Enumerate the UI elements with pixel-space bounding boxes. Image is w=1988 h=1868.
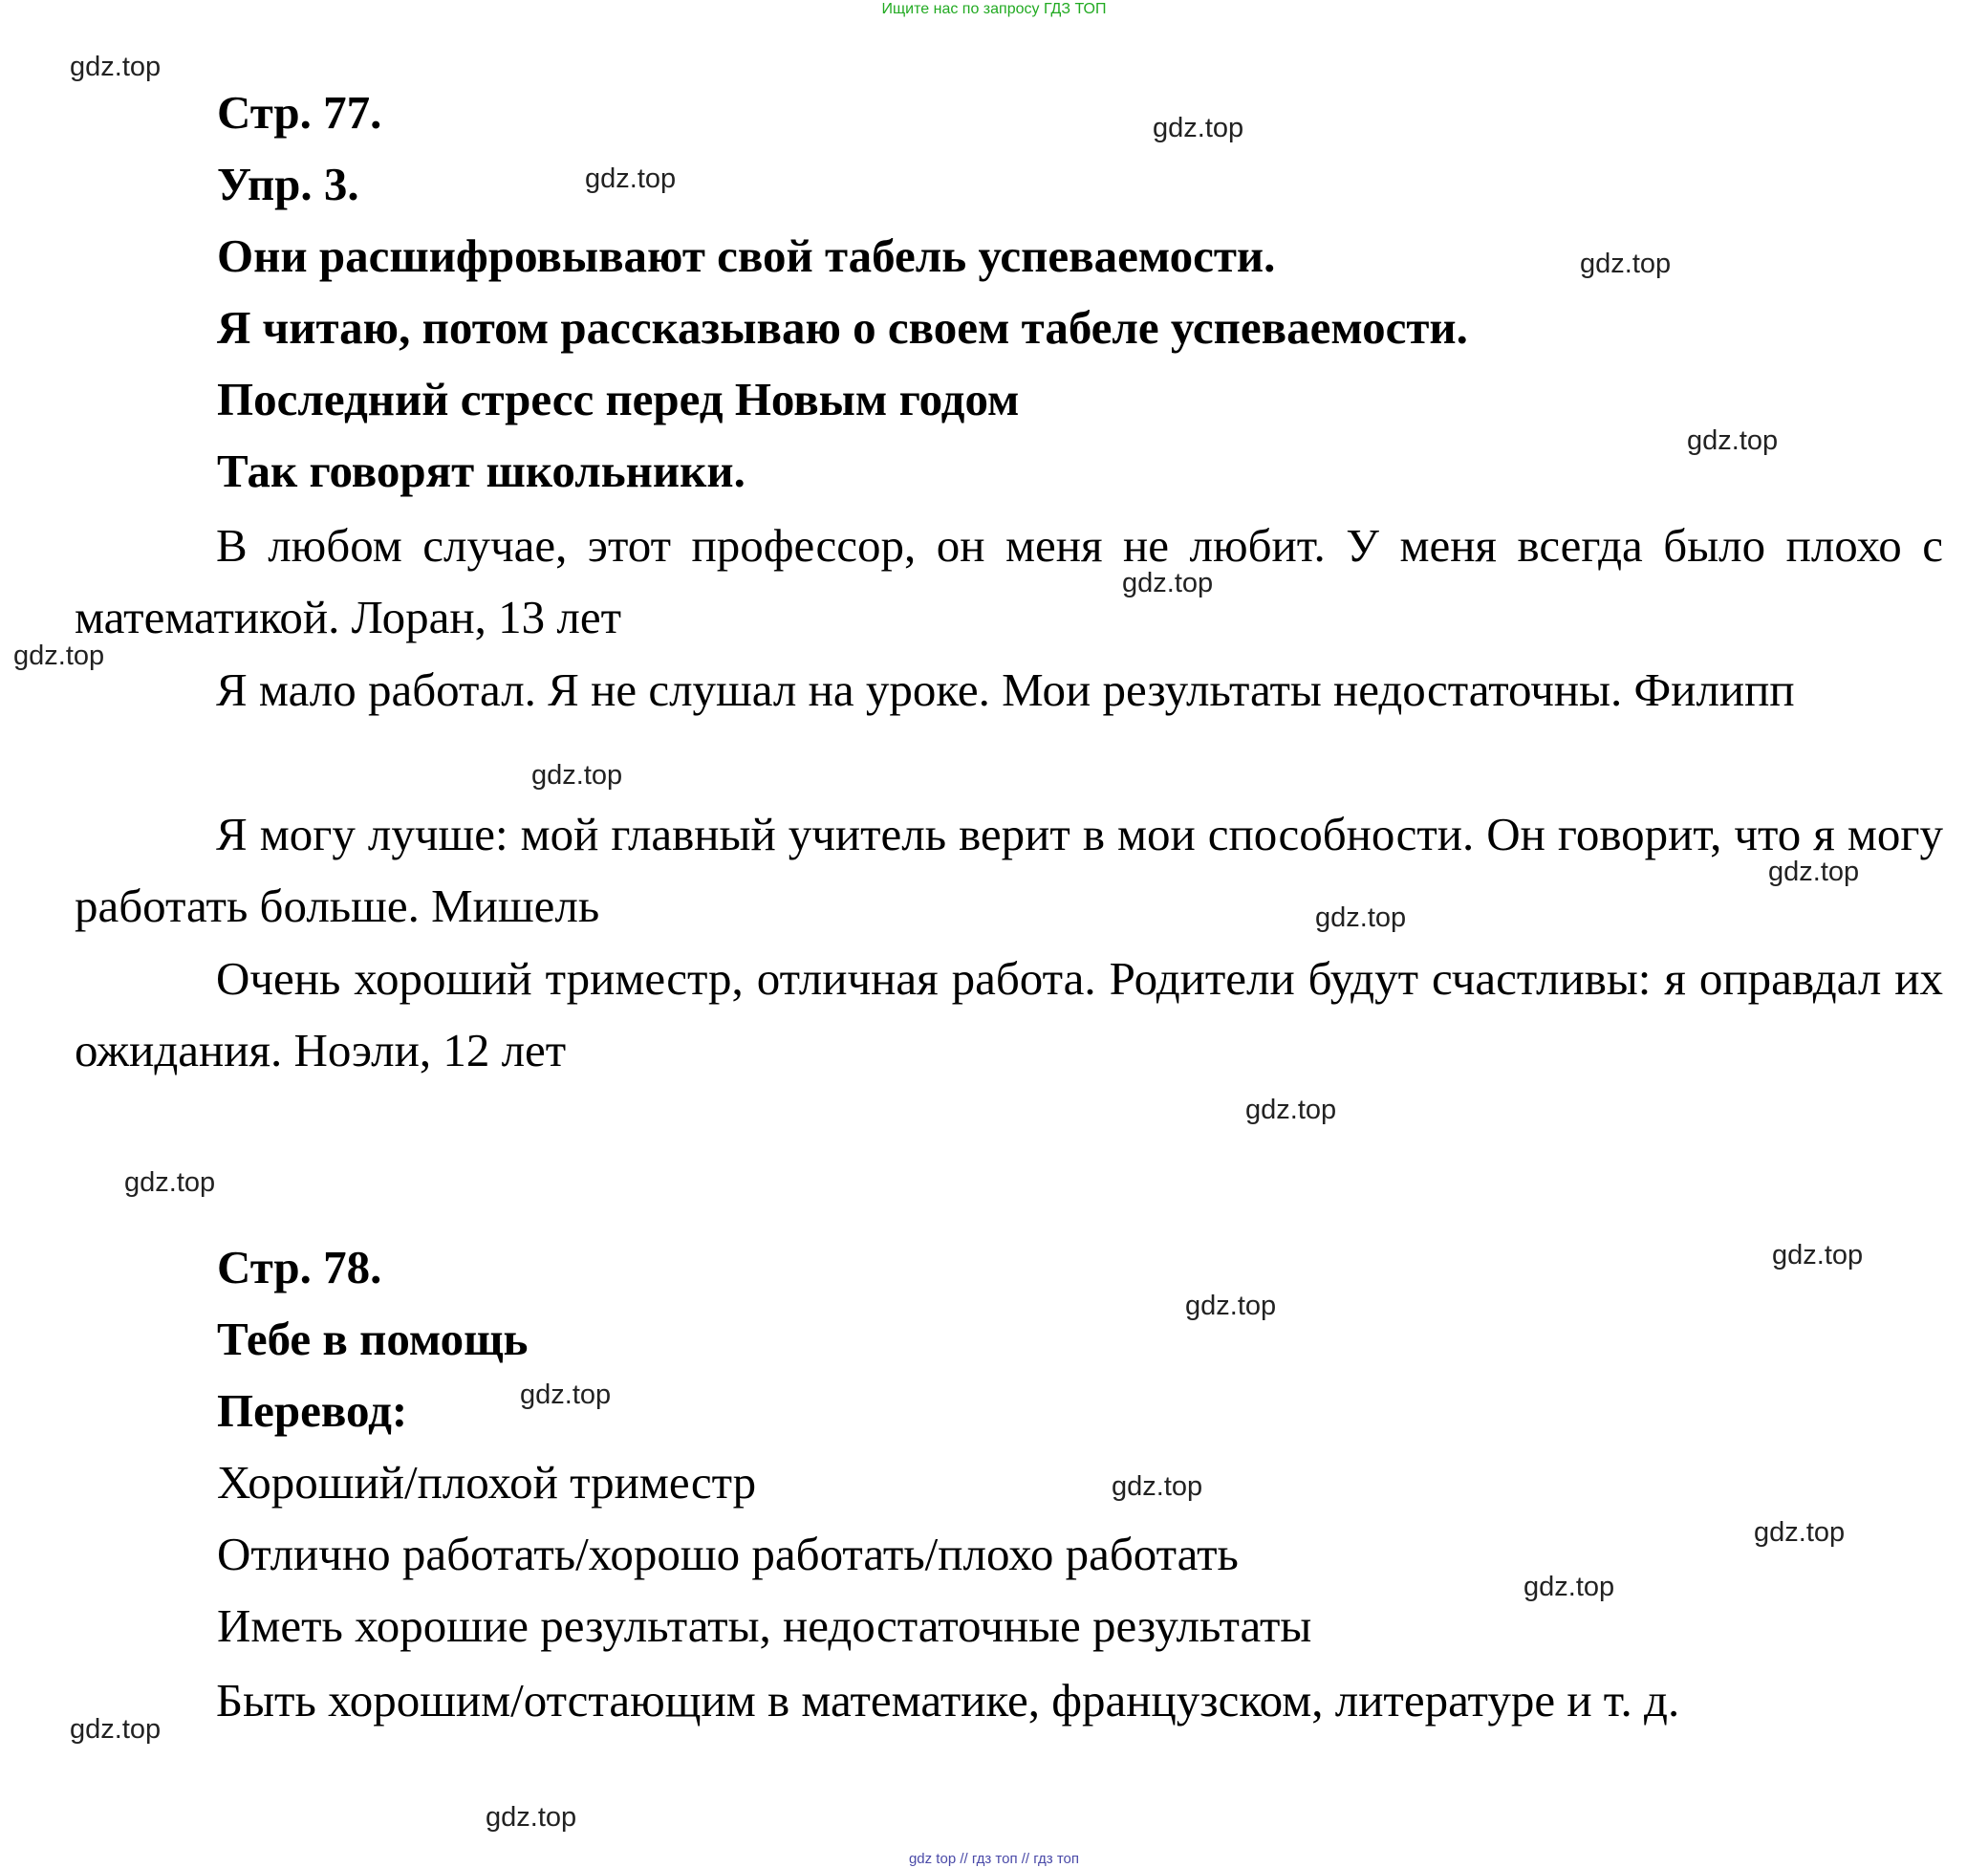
phrase-line-3: Иметь хорошие результаты, недостаточные результаты bbox=[217, 1599, 1312, 1652]
watermark: gdz.top bbox=[1315, 902, 1407, 933]
paragraph-noelie: Очень хороший триместр, отличная работа. Родители будут счастливы: я оправдал их ожидания. Ноэли, 12 лет bbox=[75, 952, 1943, 1076]
watermark: gdz.top bbox=[1153, 113, 1244, 143]
bold-line-1: Они расшифровывают свой табель успеваемости. bbox=[217, 229, 1276, 282]
watermark: gdz.top bbox=[1768, 857, 1860, 887]
watermark: gdz.top bbox=[531, 760, 623, 791]
watermark: gdz.top bbox=[1112, 1471, 1203, 1502]
bold-line-2: Я читаю, потом рассказываю о своем табеле успеваемости. bbox=[217, 301, 1468, 354]
bottom-footer: gdz top // гдз топ // гдз топ bbox=[908, 1851, 1080, 1867]
phrase-line-2: Отлично работать/хорошо работать/плохо работать bbox=[217, 1528, 1239, 1580]
watermark: gdz.top bbox=[585, 163, 677, 194]
phrase-line-1: Хороший/плохой триместр bbox=[217, 1456, 757, 1509]
watermark: gdz.top bbox=[520, 1379, 612, 1410]
watermark: gdz.top bbox=[124, 1167, 216, 1198]
page-number-78: Стр. 78. bbox=[217, 1241, 382, 1293]
watermark: gdz.top bbox=[1122, 568, 1214, 598]
section-heading: Тебе в помощь bbox=[217, 1313, 529, 1365]
bold-line-4: Так говорят школьники. bbox=[217, 445, 746, 497]
watermark: gdz.top bbox=[1687, 425, 1779, 456]
watermark: gdz.top bbox=[70, 52, 162, 82]
watermark: gdz.top bbox=[13, 641, 105, 671]
paragraph-philippe: Я мало работал. Я не слушал на уроке. Мои результаты недостаточны. Филипп bbox=[216, 663, 1795, 716]
watermark: gdz.top bbox=[1580, 249, 1672, 279]
watermark: gdz.top bbox=[1772, 1240, 1864, 1271]
bold-line-3: Последний стресс перед Новым годом bbox=[217, 373, 1020, 425]
watermark: gdz.top bbox=[1523, 1572, 1615, 1602]
watermark: gdz.top bbox=[70, 1714, 162, 1745]
page-number-77: Стр. 77. bbox=[217, 86, 382, 139]
paragraph-michel: Я могу лучше: мой главный учитель верит в мои способности. Он говорит, что я могу работать больше. Мишель bbox=[75, 808, 1943, 932]
translation-label: Перевод: bbox=[217, 1384, 408, 1437]
paragraph-laurent: В любом случае, этот профессор, он меня не любит. У меня всегда было плохо с математикой. Лоран, 13 лет bbox=[75, 519, 1943, 643]
watermark: gdz.top bbox=[1185, 1291, 1277, 1321]
exercise-number: Упр. 3. bbox=[217, 158, 359, 210]
top-banner: Ищите нас по запросу ГДЗ ТОП bbox=[881, 1, 1107, 17]
phrase-paragraph-4: Быть хорошим/отстающим в математике, французском, литературе и т. д. bbox=[216, 1674, 1680, 1727]
watermark: gdz.top bbox=[1245, 1095, 1337, 1125]
watermark: gdz.top bbox=[486, 1802, 577, 1833]
watermark: gdz.top bbox=[1754, 1517, 1846, 1548]
